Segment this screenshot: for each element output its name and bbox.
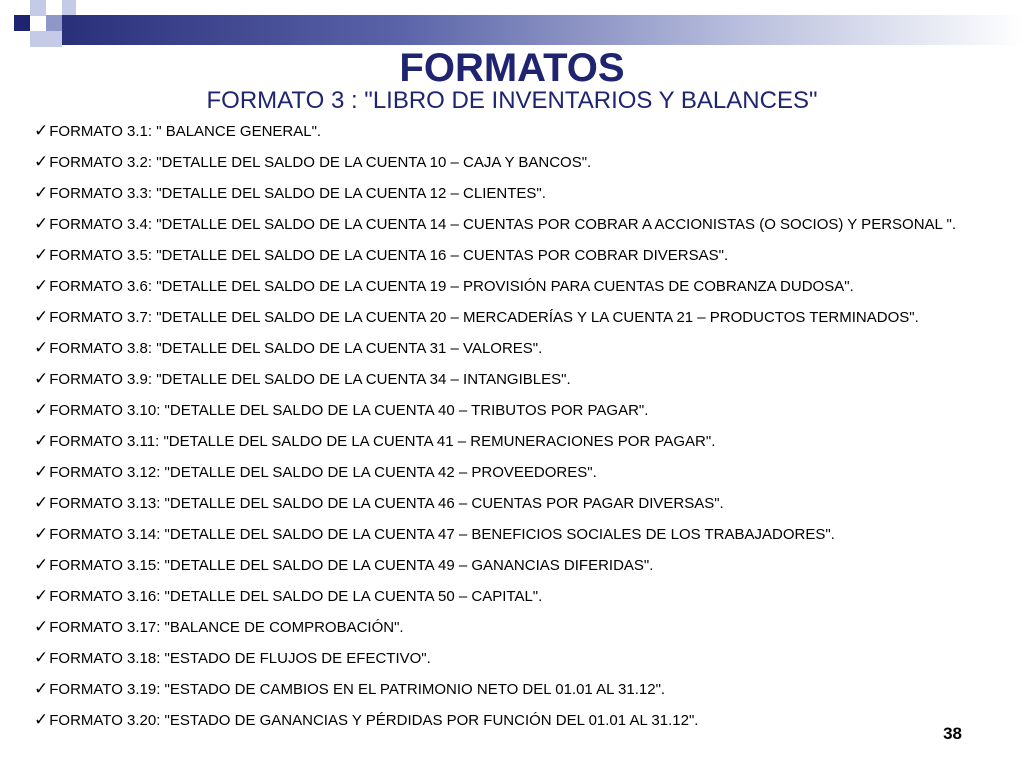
check-icon: ✓ xyxy=(34,276,49,295)
slide-title: FORMATOS xyxy=(399,46,625,90)
list-item xyxy=(34,276,990,297)
list-item-text: FORMATO 3.10: "DETALLE DEL SALDO DE LA CUENTA 40 – TRIBUTOS POR PAGAR". xyxy=(49,402,649,419)
check-icon: ✓ xyxy=(34,121,49,140)
list-item xyxy=(34,183,990,204)
list-item xyxy=(34,648,990,669)
check-icon: ✓ xyxy=(34,617,49,636)
check-icon: ✓ xyxy=(34,307,49,326)
list-item xyxy=(34,524,990,545)
check-icon: ✓ xyxy=(34,214,49,233)
list-item xyxy=(34,493,990,514)
list-item-text: FORMATO 3.5: "DETALLE DEL SALDO DE LA CUENTA 16 – CUENTAS POR COBRAR DIVERSAS". xyxy=(49,247,729,264)
check-icon: ✓ xyxy=(34,493,49,512)
list-item-text: FORMATO 3.12: "DETALLE DEL SALDO DE LA CUENTA 42 – PROVEEDORES". xyxy=(49,464,597,481)
list-item-text: FORMATO 3.13: "DETALLE DEL SALDO DE LA CUENTA 46 – CUENTAS POR PAGAR DIVERSAS". xyxy=(49,495,724,512)
list-item xyxy=(34,245,990,266)
list-item-text: FORMATO 3.2: "DETALLE DEL SALDO DE LA CUENTA 10 – CAJA Y BANCOS". xyxy=(49,154,592,171)
check-icon: ✓ xyxy=(34,586,49,605)
list-item-text: FORMATO 3.7: "DETALLE DEL SALDO DE LA CUENTA 20 – MERCADERÍAS Y LA CUENTA 21 – PRODUCTOS TERMINADOS". xyxy=(49,309,919,326)
check-icon: ✓ xyxy=(34,431,49,450)
check-icon: ✓ xyxy=(34,710,49,729)
check-icon: ✓ xyxy=(34,152,49,171)
check-icon: ✓ xyxy=(34,400,49,419)
list-item-text: FORMATO 3.18: "ESTADO DE FLUJOS DE EFECTIVO". xyxy=(49,650,431,667)
list-item xyxy=(34,152,990,173)
list-item-text: FORMATO 3.3: "DETALLE DEL SALDO DE LA CUENTA 12 – CLIENTES". xyxy=(49,185,546,202)
decor-square-icon xyxy=(30,0,46,16)
list-item xyxy=(34,338,990,359)
list-item xyxy=(34,555,990,576)
list-item xyxy=(34,121,990,142)
check-icon: ✓ xyxy=(34,245,49,264)
list-item-text: FORMATO 3.15: "DETALLE DEL SALDO DE LA CUENTA 49 – GANANCIAS DIFERIDAS". xyxy=(49,557,654,574)
list-item xyxy=(34,431,990,452)
decor-square-icon xyxy=(14,15,30,31)
list-item-text: FORMATO 3.1: " BALANCE GENERAL". xyxy=(49,123,322,140)
decor-square-icon xyxy=(62,0,76,15)
list-item xyxy=(34,710,990,731)
page-number: 38 xyxy=(943,724,962,743)
list-item-text: FORMATO 3.14: "DETALLE DEL SALDO DE LA CUENTA 47 – BENEFICIOS SOCIALES DE LOS TRABAJADORES". xyxy=(49,526,835,543)
list-item xyxy=(34,462,990,483)
check-icon: ✓ xyxy=(34,183,49,202)
list-item xyxy=(34,214,990,235)
list-item-text: FORMATO 3.8: "DETALLE DEL SALDO DE LA CUENTA 31 – VALORES". xyxy=(49,340,543,357)
list-item xyxy=(34,679,990,700)
check-icon: ✓ xyxy=(34,555,49,574)
list-item-text: FORMATO 3.11: "DETALLE DEL SALDO DE LA CUENTA 41 – REMUNERACIONES POR PAGAR". xyxy=(49,433,716,450)
list-item-text: FORMATO 3.6: "DETALLE DEL SALDO DE LA CUENTA 19 – PROVISIÓN PARA CUENTAS DE COBRANZA DUDOSA". xyxy=(49,278,854,295)
list-item xyxy=(34,400,990,421)
list-item-text: FORMATO 3.19: "ESTADO DE CAMBIOS EN EL PATRIMONIO NETO DEL 01.01 AL 31.12". xyxy=(49,681,666,698)
list-item xyxy=(34,369,990,390)
list-item xyxy=(34,617,990,638)
slide-subtitle: FORMATO 3 : "LIBRO DE INVENTARIOS Y BALANCES" xyxy=(206,87,818,114)
list-item-text: FORMATO 3.16: "DETALLE DEL SALDO DE LA CUENTA 50 – CAPITAL". xyxy=(49,588,543,605)
list-item-text: FORMATO 3.20: "ESTADO DE GANANCIAS Y PÉRDIDAS POR FUNCIÓN DEL 01.01 AL 31.12". xyxy=(49,712,699,729)
check-icon: ✓ xyxy=(34,648,49,667)
check-icon: ✓ xyxy=(34,462,49,481)
check-icon: ✓ xyxy=(34,369,49,388)
format-list xyxy=(34,121,990,741)
check-icon: ✓ xyxy=(34,524,49,543)
list-item xyxy=(34,586,990,607)
list-item-text: FORMATO 3.17: "BALANCE DE COMPROBACIÓN". xyxy=(49,619,404,636)
check-icon: ✓ xyxy=(34,338,49,357)
header-band xyxy=(62,15,1024,45)
list-item-text: FORMATO 3.9: "DETALLE DEL SALDO DE LA CUENTA 34 – INTANGIBLES". xyxy=(49,371,571,388)
check-icon: ✓ xyxy=(34,679,49,698)
list-item xyxy=(34,307,990,328)
decor-square-icon xyxy=(46,15,62,31)
list-item-text: FORMATO 3.4: "DETALLE DEL SALDO DE LA CUENTA 14 – CUENTAS POR COBRAR A ACCIONISTAS (O SOCIOS) Y PERSONAL ". xyxy=(49,216,956,233)
